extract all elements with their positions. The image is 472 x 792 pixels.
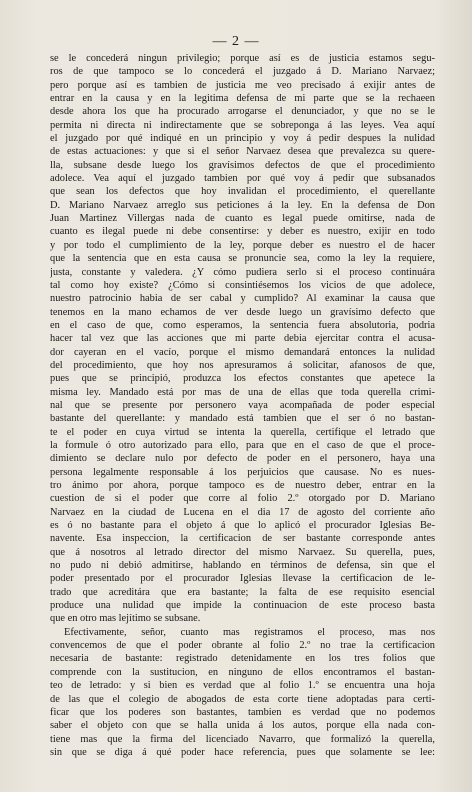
text-line: Efectivamente, señor, cuanto mas registramos el proceso, mas nos [64,626,435,638]
text-line: nuestro patrocinio habia de ser cabal y cumplido? Al examinar la causa que [50,293,435,305]
text-line: la formule ó otro autorizado para ello, para que en el caso de que el proce- [50,439,435,451]
text-line: comprende con la sustitucion, en ninguno de ellos encontramos el bastan- [50,666,435,678]
text-line: dor cayeran en el vacío, porque el mismo demandará entonces la nulidad [50,346,435,358]
text-line: se le concederá ningun privilegio; porque así es de justicia estamos segu- [50,53,435,64]
text-line: cuestion de si el poder que corre al folio 2.º otorgado por D. Mariano [50,493,435,505]
text-line: que sean los defectos que hoy invalidan el procedimiento, el querellante [50,186,435,198]
text-line: cuanto es ilegal puede ni debe consentirse: y deber es nuestro, exijir en todo [50,226,435,238]
text-line: navente. Esa inspeccion, la certificacion de ser bastante corresponde antes [50,533,435,545]
text-line: tiene mas que la firma del licenciado Navarro, que formalizó la querella, [50,733,435,745]
text-line: necesaria de bastante: registrado detenidamente en los tres folios que [50,653,435,665]
text-line: del procedimiento, que hoy nos apresuramos á solicitar, afanosos de que, [50,359,435,371]
text-line: no pudo ni debió admitirse, hablando en términos de defensa, sin que el [50,560,435,572]
text-line: te el poder en cuya virtud se intenta la querella, certifique el letrado que [50,426,435,438]
text-line: teo de letrado: y si bien es verdad que al folio 1.º se encuentra una hoja [50,680,435,692]
text-line: bastante del querellante: y mandado está tambien que el ser ó no bastan- [50,413,435,425]
text-line: de las que el colegio de abogados de esta corte tiene adoptadas para certi- [50,693,435,705]
text-line: tro ánimo por ahora, porque tampoco es de nuestro deber, entrar en la [50,480,435,491]
page-body-text [50,52,435,759]
text-line: trado que acreditára que era bastante; la falta de ese requisito esencial [50,586,435,598]
text-line: que en otro mas lejítimo se subsane. [50,613,201,625]
text-line: desde ahora los que ha procurado arrogarse el denunciador, y que no se le [50,106,435,118]
text-line: justa, constante y valedera. ¿Y cómo pudiera serlo si el proceso continuára [50,266,435,278]
text-line: entrar en la causa y en la legitima defensa de mi parte que se la rechaeen [50,93,435,105]
text-line: dimiento se declare nulo por defecto de poder en el personero, haya una [50,453,435,465]
text-line: sin que se diga á qué poder hace referencia, pues que solamente se lee: [50,746,435,758]
text-line: misma ley. Mandado está por mas de una de ellas que toda querella crimi- [50,386,435,398]
text-line: lla, subsane desde luego los gravísimos defectos de que el procedimiento [50,159,435,171]
text-line: ficar que los poderes son bastantes, tambien es verdad que no podemos [50,706,435,718]
text-line: tal como hoy existe? ¿Cómo si consintiésemos los vicios de que adolece, [50,279,435,291]
text-line: adolece. Vea aquí el juzgado tambien por qué voy á pedir que subsanados [50,173,435,185]
text-line: hacer tal vez que las acciones que mi parte debia ejercitar contra el acusa- [50,333,435,345]
text-line: en el caso de que, como esperamos, la sentencia fuera absolutoria, podria [50,319,435,331]
text-line: nal que se presente por personero vaya acompañada de poder especial [50,399,435,411]
text-line: es ó no bastante para el objeto á que lo aplicó el procurador Iglesias Be- [50,520,435,532]
text-line: tenemos en la mano echamos de ver desde luego un gravísimo defecto que [50,306,435,318]
text-line: pues que se principió, produzca los efectos constantes que apetece la [50,373,435,385]
text-line: ros de que tampoco se lo concederá el juzgado á D. Mariano Narvaez; [50,66,435,78]
page-number: — 2 — [212,34,260,49]
text-line: Narvaez en la ciudad de Lucena en el dia 17 de agosto del corriente año [50,506,435,518]
text-line: permita ni directa ni indirectamente que se sobreponga á las leyes. Vea aquí [50,119,435,131]
text-line: produce una nulidad que impide la continuacion de este proceso basta [50,600,435,612]
text-line: Juan Martinez Villergas nada de cuanto es legal puede omitirse, nada de [50,213,435,225]
text-line: convencemos de que el poder obrante al folio 2.º no trae la certificacion [50,640,435,652]
text-line: persona legalmente responsable á los perjuicios que causase. No es nues- [50,466,435,478]
text-line: y por todo el cumplimiento de la ley, porque deber es nuestro el de hacer [50,239,435,251]
text-line: pero porque así es tambien de justicia me veo precisado á exijir antes de [50,79,435,91]
text-line: D. Mariano Narvaez arreglo sus peticiones á la ley. En la defensa de Don [50,199,435,211]
text-line: el juzgado por qué indiqué en un principio y voy á pedir despues la nulidad [50,133,435,145]
text-line: de estas actuaciones: y que si el señor Narvaez desea que prevalezca su quere- [50,146,435,158]
text-line: que á nosotros al letrado director del mismo Narvaez. Su querella, pues, [50,546,435,558]
text-line: poder presentado por el procurador Iglesias llevase la certificacion de le- [50,573,435,585]
text-line: que la sentencia que en esta causa se pronuncie sea, como la ley la requiere, [50,253,435,265]
text-line: saber el objeto con que se halla unida á los autos, porque ella nada con- [50,720,435,732]
